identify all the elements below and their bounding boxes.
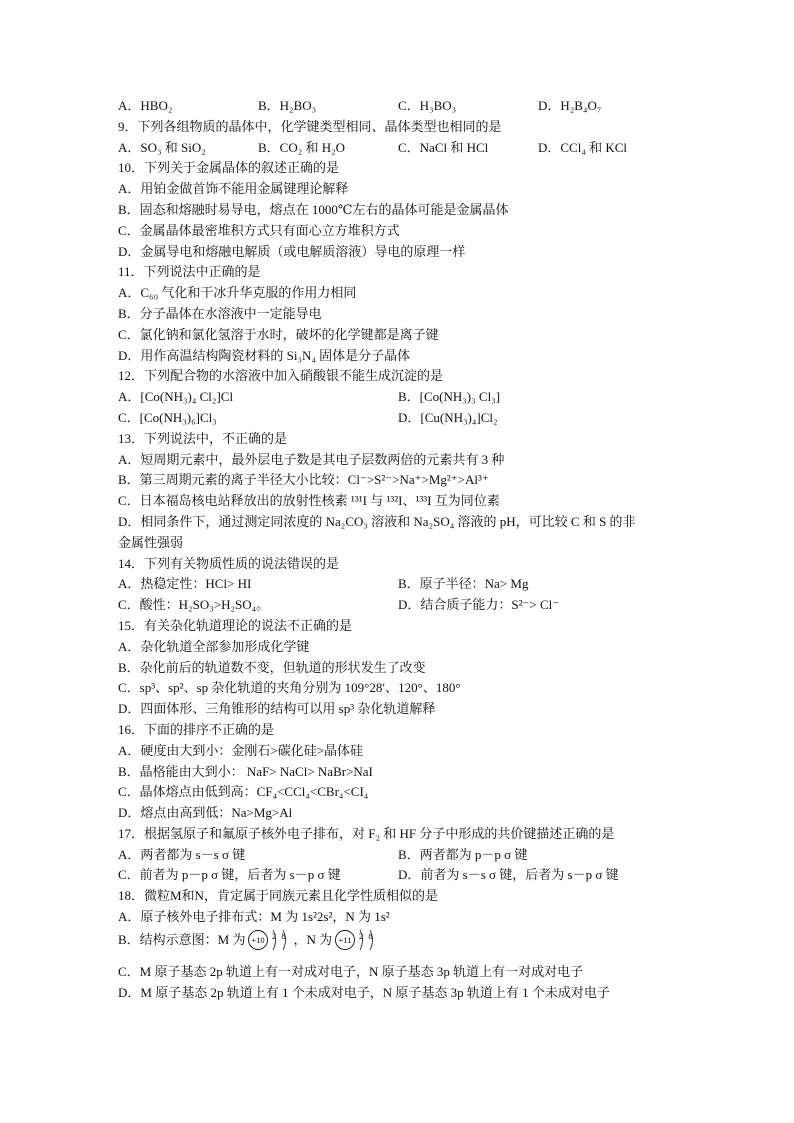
- option-row: [118, 574, 678, 595]
- text-line: B．晶格能由大到小： NaF> NaCl> NaBr>NaI: [118, 763, 373, 779]
- answer-option: A．热稳定性：HCl> HI: [118, 576, 252, 592]
- option-row: [118, 595, 678, 616]
- text-line: B．分子晶体在水溶液中一定能导电: [118, 305, 322, 321]
- answer-option: B．H₂BO₃: [258, 98, 317, 113]
- text-line: C．sp³、sp²、sp 杂化轨道的夹角分别为 109°28′、120°、180°: [118, 680, 461, 696]
- text-line: A．短周期元素中，最外层电子数是其电子层数两倍的元素共有 3 种: [118, 451, 505, 467]
- option-row: [118, 845, 678, 866]
- text-line: B．固态和熔融时易导电，熔点在 1000℃左右的晶体可能是金属晶体: [118, 201, 509, 217]
- answer-option: D．CCl₄ 和 KCl: [538, 139, 628, 155]
- answer-option: A．[Co(NH₃)₄ Cl₂]Cl: [118, 389, 234, 405]
- answer-option: C．NaCl 和 HCl: [398, 139, 489, 155]
- exam-page: [118, 96, 678, 1003]
- text-line: C．日本福岛核电站释放出的放射性核素 ¹³¹I 与 ¹³²I、¹³³I 互为同位素: [118, 493, 500, 509]
- shell-electron-counts: 2 8: [272, 930, 287, 941]
- text-line: B．第三周期元素的离子半径大小比较：Cl⁻>S²⁻>Na⁺>Mg²⁺>Al³⁺: [118, 472, 489, 488]
- answer-option: D．前者为 s－s σ 键，后者为 s－p σ 键: [398, 867, 619, 883]
- option-row: [118, 387, 678, 408]
- question-stem: 10．下列关于金属晶体的叙述正确的是: [118, 160, 340, 176]
- question-stem: 9．下列各组物质的晶体中，化学键类型相同、晶体类型也相同的是: [118, 118, 502, 134]
- option-row: [118, 865, 678, 886]
- text-line: B．杂化前后的轨道数不变，但轨道的形状发生了改变: [118, 659, 426, 675]
- question-stem: 11．下列说法中正确的是: [118, 264, 261, 280]
- text-line: D．熔点由高到低：Na>Mg>Al: [118, 805, 293, 821]
- option-row: [118, 96, 678, 117]
- answer-option: C．前者为 p－p σ 键，后者为 s－p σ 键: [118, 867, 341, 883]
- text-line: C．M 原子基态 2p 轨道上有一对成对电子，N 原子基态 3p 轨道上有一对成对电子: [118, 963, 584, 979]
- atom-structure-diagram: [247, 928, 291, 952]
- text-line: D．相同条件下，通过测定同浓度的 Na₂CO₃ 溶液和 Na₂SO₄ 溶液的 pH，可比较 C 和 S 的非: [118, 513, 636, 529]
- text-line: A．硬度由大到小：金刚石>碳化硅>晶体硅: [118, 742, 364, 758]
- atom-structure-diagram: [334, 928, 378, 952]
- answer-option: D．H₂B₄O₇: [538, 98, 602, 113]
- nucleus-charge: +10: [251, 934, 266, 945]
- option-row: [118, 138, 678, 159]
- answer-option: C．H₃BO₃: [398, 98, 457, 113]
- nucleus-charge: +11: [338, 934, 352, 945]
- text-line: D．M 原子基态 2p 轨道上有 1 个未成对电子，N 原子基态 3p 轨道上有 1 个未成对电子: [118, 984, 610, 1000]
- text-line: C．金属晶体最密堆积方式只有面心立方堆积方式: [118, 222, 400, 238]
- answer-option: B．CO₂ 和 H₂O: [258, 139, 346, 155]
- question-stem: 16．下面的排序不正确的是: [118, 721, 275, 737]
- option-text: B．结构示意图：M 为: [118, 931, 246, 947]
- option-row: [118, 408, 678, 429]
- question-stem: 17．根据氢原子和氟原子核外电子排布，对 F₂ 和 HF 分子中形成的共价键描述正确的是: [118, 825, 615, 841]
- question-stem: 12．下列配合物的水溶液中加入硝酸银不能生成沉淀的是: [118, 368, 444, 384]
- answer-option: D．[Cu(NH₃)₄]Cl₂: [398, 409, 498, 425]
- answer-option: C．[Co(NH₃)₆]Cl₃: [118, 409, 217, 425]
- answer-option: B．原子半径：Na> Mg: [398, 576, 529, 592]
- option-text: ，N 为: [293, 931, 333, 947]
- answer-option: A．两者都为 s－s σ 键: [118, 846, 246, 862]
- text-line: A．用铂金做首饰不能用金属键理论解释: [118, 181, 349, 197]
- text-line: C．氯化钠和氯化氢溶于水时，破坏的化学键都是离子键: [118, 326, 439, 342]
- question-stem: 18．微粒M和N，肯定属于同族元素且化学性质相似的是: [118, 888, 438, 904]
- text-line: C．晶体熔点由低到高：CF₄<CCl₄<CBr₄<CI₄: [118, 784, 369, 800]
- question-stem: 15．有关杂化轨道理论的说法不正确的是: [118, 617, 353, 633]
- text-line: D．金属导电和熔融电解质（或电解质溶液）导电的原理一样: [118, 243, 466, 259]
- answer-option: D．结合质子能力：S²⁻> Cl⁻: [398, 597, 560, 613]
- question-stem: 14．下列有关物质性质的说法错误的是: [118, 555, 340, 571]
- question-stem: 13．下列说法中，不正确的是: [118, 430, 288, 446]
- option-with-diagram: [118, 928, 678, 962]
- text-line: D．用作高温结构陶瓷材料的 Si₃N₄ 固体是分子晶体: [118, 347, 411, 363]
- answer-option: A．HBO₂: [118, 98, 173, 113]
- answer-option: A．SO₃ 和 SiO₂: [118, 139, 206, 155]
- shell-electron-counts: 2 8: [359, 930, 373, 941]
- text-line: A．原子核外电子排布式：M 为 1s²2s²，N 为 1s²: [118, 909, 390, 925]
- text-line: A．杂化轨道全部参加形成化学键: [118, 638, 310, 654]
- answer-option: B．两者都为 p－p σ 键: [398, 846, 528, 862]
- text-line: 金属性强弱: [118, 534, 184, 550]
- text-line: D．四面体形、三角锥形的结构可以用 sp³ 杂化轨道解释: [118, 701, 436, 717]
- answer-option: B．[Co(NH₃)₃ Cl₃]: [398, 389, 501, 405]
- answer-option: C．酸性：H₂SO₃>H₂SO₄。: [118, 597, 270, 613]
- text-line: A．C₆₀ 气化和干冰升华克服的作用力相同: [118, 285, 357, 301]
